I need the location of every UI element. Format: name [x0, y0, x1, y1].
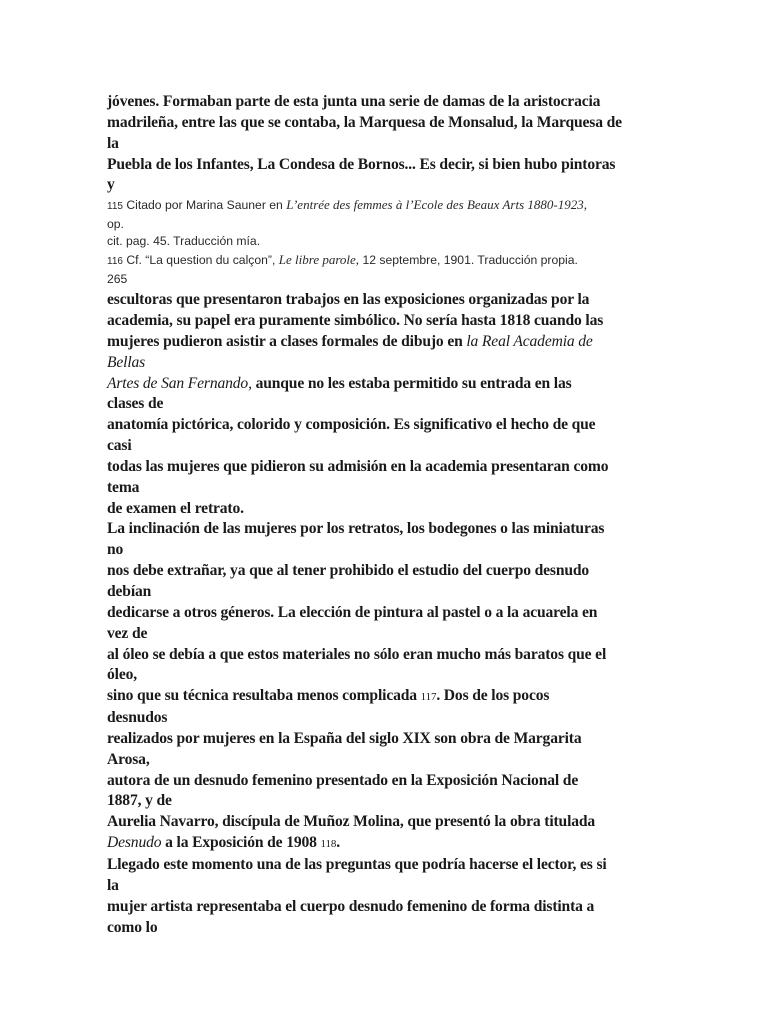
text-line: no — [107, 541, 124, 559]
footnote-text: 12 septembre, 1901. Traducción propia. — [359, 253, 578, 267]
text-line: realizados por mujeres en la España del siglo XIX son obra de Margarita — [107, 729, 582, 747]
footnote-title: Le libre parole, — [278, 252, 360, 267]
italic-text: Bellas — [107, 353, 146, 371]
text-line — [107, 686, 667, 708]
text-line: de examen el retrato. — [107, 499, 244, 517]
text-line: anatomía pictórica, colorido y composición. Es significativo el hecho de que — [107, 416, 596, 434]
footnotes — [107, 196, 667, 288]
text-line: autora de un desnudo femenino presentado en la Exposición Nacional de — [107, 771, 579, 789]
footnote-text: Citado por Marina Sauner en — [122, 198, 287, 213]
document-page — [107, 92, 667, 938]
text-line: y — [107, 176, 115, 194]
text-run: mujeres pudieron asistir a clases formales de dibujo en — [107, 332, 467, 350]
text-run: . — [336, 834, 340, 852]
text-line: la — [107, 876, 119, 894]
footnote-number: 116 — [107, 256, 123, 267]
footnote-title: L’entrée des femmes à l’Ecole des Beaux Arts 1880-1923, — [286, 197, 587, 213]
italic-text: Artes de San Fernando, — [107, 374, 252, 392]
paragraph-block-1 — [107, 92, 667, 196]
footnote-continuation: cit. pag. 45. Traducción mía. — [107, 234, 261, 249]
text-line: academia, su papel era puramente simbólico. No sería hasta 1818 cuando las — [107, 312, 604, 330]
text-line: madrileña, entre las que se contaba, la Marquesa de Monsalud, la Marquesa de — [107, 113, 622, 131]
text-line: La inclinación de las mujeres por los retratos, los bodegones o las miniaturas — [107, 520, 605, 538]
text-line: Aurelia Navarro, discípula de Muñoz Molina, que presentó la obra titulada — [107, 813, 596, 831]
text-line: 1887, y de — [107, 792, 172, 810]
text-line: jóvenes. Formaban parte de esta junta una serie de damas de la aristocracia — [107, 93, 601, 110]
footnote-number: 115 — [107, 201, 123, 213]
text-line: casi — [107, 437, 132, 455]
footnote-115 — [107, 196, 667, 216]
page-number: 265 — [107, 271, 128, 286]
text-line: óleo, — [107, 666, 137, 684]
footnote-continuation: op. — [107, 216, 124, 231]
text-line: tema — [107, 478, 140, 496]
text-run: . Dos de los pocos — [436, 687, 550, 705]
footnote-ref: 117 — [420, 691, 437, 704]
text-line: nos debe extrañar, ya que al tener prohibido el estudio del cuerpo desnudo — [107, 562, 590, 580]
text-line: al óleo se debía a que estos materiales no sólo eran mucho más baratos que el — [107, 645, 607, 663]
footnote-116 — [107, 251, 667, 271]
footnote-text: Cf. “La question du calçon”, — [122, 253, 279, 267]
footnote-ref: 118 — [320, 838, 337, 851]
text-line: escultoras que presentaron trabajos en las exposiciones organizadas por la — [107, 291, 590, 309]
text-line: vez de — [107, 624, 148, 642]
text-line: Puebla de los Infantes, La Condesa de Bornos... Es decir, si bien hubo pintoras — [107, 155, 616, 173]
text-line — [107, 833, 667, 855]
italic-text: la Real Academia de — [466, 332, 593, 350]
text-line — [107, 332, 667, 353]
text-line: como lo — [107, 918, 158, 936]
text-line: la — [107, 134, 119, 152]
text-run: aunque no les estaba permitido su entrada en las — [251, 374, 572, 392]
text-line: Llegado este momento una de las preguntas que podría hacerse el lector, es si — [107, 855, 607, 873]
text-line — [107, 374, 667, 395]
paragraph-block-2 — [107, 290, 667, 938]
text-line: desnudos — [107, 709, 168, 727]
italic-text: Desnudo — [107, 834, 162, 852]
text-line: clases de — [107, 395, 164, 413]
text-line: mujer artista representaba el cuerpo desnudo femenino de forma distinta a — [107, 897, 595, 915]
text-line: dedicarse a otros géneros. La elección de pintura al pastel o a la acuarela en — [107, 603, 598, 621]
text-run: a la Exposición de 1908 — [161, 834, 321, 852]
text-line: todas las mujeres que pidieron su admisión en la academia presentaran como — [107, 457, 609, 475]
text-line: Arosa, — [107, 750, 150, 768]
text-line: debían — [107, 583, 152, 600]
text-run: sino que su técnica resultaba menos complicada — [107, 687, 421, 705]
